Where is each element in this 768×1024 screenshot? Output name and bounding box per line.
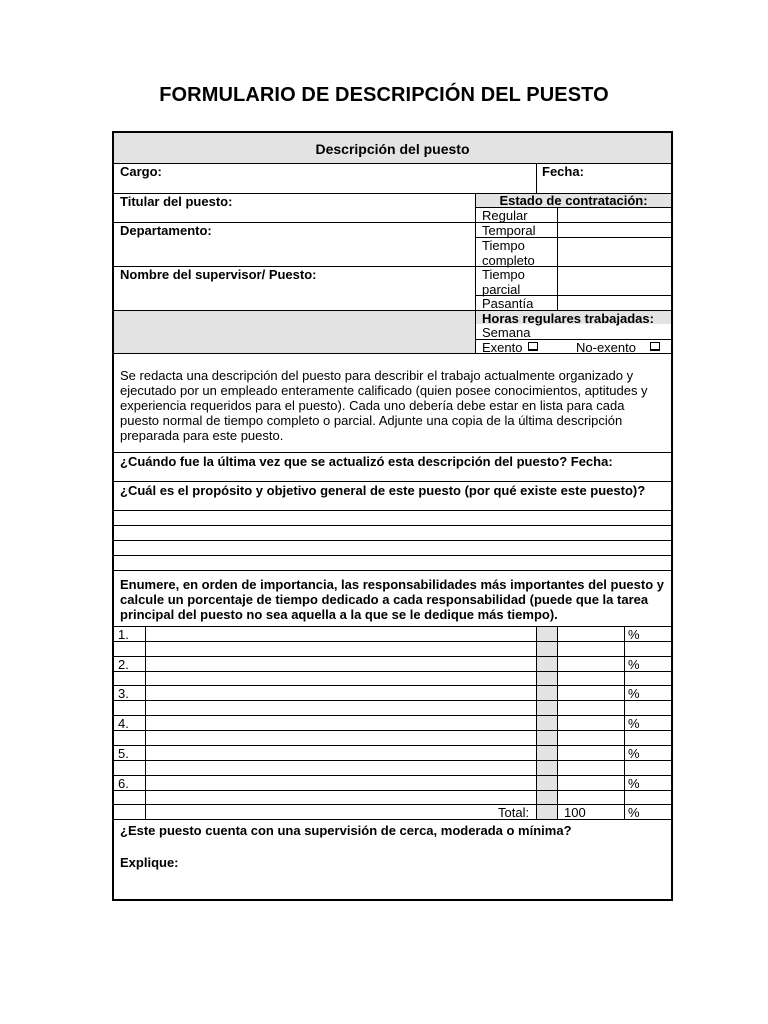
form-title: FORMULARIO DE DESCRIPCIÓN DEL PUESTO [159, 84, 609, 106]
total-label: Total: [498, 805, 530, 820]
fecha-field[interactable]: Fecha: [542, 164, 584, 179]
option-tiempo-completo[interactable]: Tiempo completo [482, 238, 535, 268]
resp-num-3: 3. [118, 686, 129, 701]
exempt-option[interactable] [482, 340, 538, 355]
hiring-status-heading: Estado de contratación: [499, 193, 648, 208]
explain-field[interactable]: Explique: [120, 855, 179, 870]
exempt-label: Exento [482, 340, 523, 355]
resp-num-4: 4. [118, 716, 129, 731]
last-update-question[interactable]: ¿Cuándo fue la última vez que se actualizó esta descripción del puesto? Fecha: [120, 454, 613, 469]
resp-pct-5: % [628, 746, 640, 761]
resp-pct-1: % [628, 627, 640, 642]
resp-pct-6: % [628, 776, 640, 791]
responsibilities-question: Enumere, en orden de importancia, las responsabilidades más importantes del puesto y calcule un porcentaje de tiempo dedicado a cada responsabilidad (puede que la tarea principal del puesto no sea aquella a la que se le dedique más tiempo). [120, 577, 664, 622]
blank-shaded-cell [114, 310, 475, 353]
titular-field[interactable]: Titular del puesto: [120, 194, 233, 209]
resp-pct-2: % [628, 657, 640, 672]
supervision-question[interactable]: ¿Este puesto cuenta con una supervisión de cerca, moderada o mínima? [120, 823, 572, 838]
resp-pct-3: % [628, 686, 640, 701]
hours-week[interactable]: Semana [482, 325, 531, 340]
option-pasantia[interactable]: Pasantía [482, 296, 534, 311]
departamento-field[interactable]: Departamento: [120, 223, 212, 238]
total-value: 100 [564, 805, 586, 820]
cargo-field[interactable]: Cargo: [120, 164, 162, 179]
option-temporal[interactable]: Temporal [482, 223, 536, 238]
resp-num-5: 5. [118, 746, 129, 761]
resp-num-6: 6. [118, 776, 129, 791]
option-tiempo-parcial[interactable]: Tiempo parcial [482, 267, 525, 297]
supervisor-field[interactable]: Nombre del supervisor/ Puesto: [120, 267, 317, 282]
non-exempt-checkbox[interactable] [650, 342, 660, 351]
option-regular[interactable]: Regular [482, 208, 528, 223]
section-title: Descripción del puesto [315, 141, 470, 157]
non-exempt-label: No-exento [576, 340, 636, 355]
total-pct: % [628, 805, 640, 820]
exempt-checkbox[interactable] [528, 342, 538, 351]
resp-num-1: 1. [118, 627, 129, 642]
intro-paragraph: Se redacta una descripción del puesto para describir el trabajo actualmente organizado y ejecutado por un empleado enteramente calificado (quien posee conocimientos, aptitudes y experiencia requeridos para el puesto). Cada uno debería debe estar en lista para cada puesto normal de tiempo completo o parcial. Adjunte una copia de la última descripción preparada para este puesto. [120, 368, 648, 443]
job-description-form [112, 131, 673, 901]
hours-heading: Horas regulares trabajadas: [482, 311, 654, 326]
resp-pct-4: % [628, 716, 640, 731]
non-exempt-option[interactable] [576, 340, 660, 355]
resp-num-2: 2. [118, 657, 129, 672]
purpose-question[interactable]: ¿Cuál es el propósito y objetivo general de este puesto (por qué existe este puesto)? [120, 483, 646, 498]
